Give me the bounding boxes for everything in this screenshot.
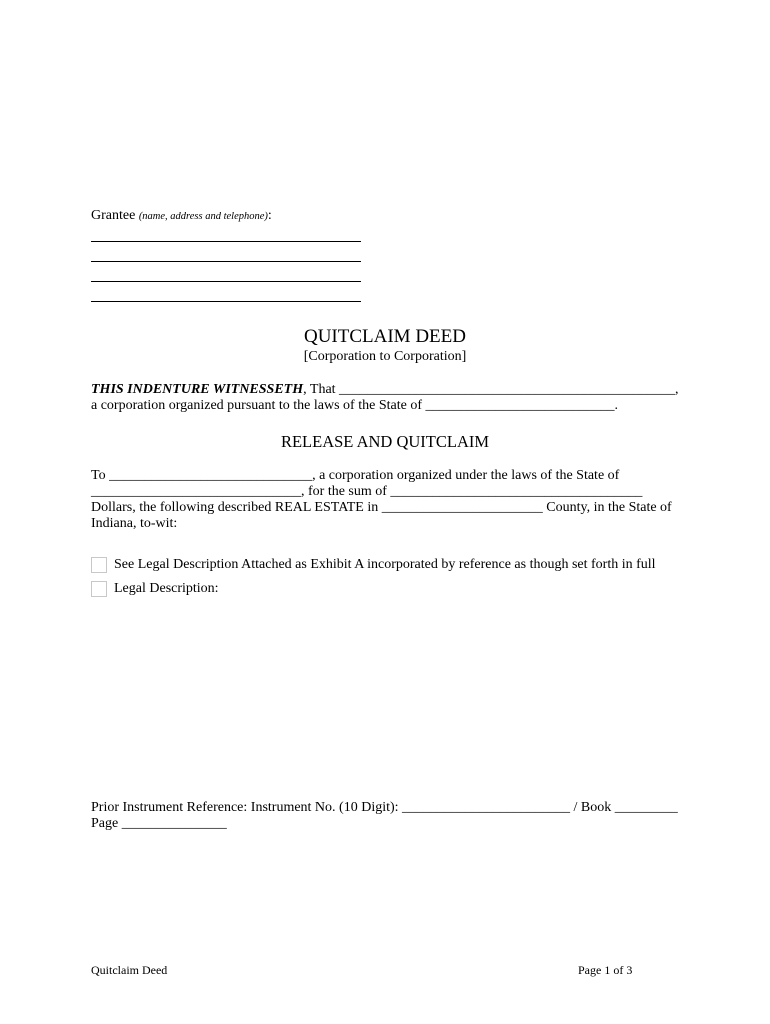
footer-page-number: Page 1 of 3 bbox=[578, 963, 633, 977]
exhibit-a-label: See Legal Description Attached as Exhibit A incorporated by reference as though set forth in full bbox=[114, 557, 656, 572]
legal-description-checkbox[interactable] bbox=[91, 581, 107, 597]
grantee-hint: (name, address and telephone) bbox=[138, 211, 268, 222]
footer-title: Quitclaim Deed bbox=[91, 963, 168, 977]
indenture-line-1 bbox=[91, 382, 679, 398]
indenture-line-2[interactable]: a corporation organized pursuant to the laws of the State of ___________________________. bbox=[91, 398, 618, 413]
grantee-label bbox=[91, 208, 272, 224]
grantee-line-2[interactable] bbox=[91, 261, 361, 262]
exhibit-a-checkbox[interactable] bbox=[91, 557, 107, 573]
grantee-line-3[interactable] bbox=[91, 281, 361, 282]
body-line-1[interactable]: To _____________________________, a corporation organized under the laws of the State of bbox=[91, 468, 620, 483]
document-subtitle: [Corporation to Corporation] bbox=[303, 349, 467, 364]
grantee-line-4[interactable] bbox=[91, 301, 361, 302]
legal-description-label: Legal Description: bbox=[114, 581, 219, 596]
section-title: RELEASE AND QUITCLAIM bbox=[280, 432, 490, 451]
body-line-3[interactable]: Dollars, the following described REAL ESTATE in _______________________ County, in the State of bbox=[91, 500, 672, 515]
document-title: QUITCLAIM DEED bbox=[303, 326, 466, 347]
body-line-4: Indiana, to-wit: bbox=[91, 516, 178, 531]
indenture-line-1-rest[interactable]: , That ________________________________________________, bbox=[303, 382, 679, 397]
grantee-colon: : bbox=[267, 208, 272, 223]
body-line-2[interactable]: ______________________________, for the sum of ____________________________________ bbox=[91, 484, 643, 499]
grantee-line-1[interactable] bbox=[91, 241, 361, 242]
prior-instrument-line-1[interactable]: Prior Instrument Reference: Instrument No. (10 Digit): ________________________ / Book _________ bbox=[91, 800, 678, 815]
indenture-lead: THIS INDENTURE WITNESSETH bbox=[91, 382, 304, 397]
grantee-label-text: Grantee bbox=[91, 208, 136, 223]
prior-instrument-line-2[interactable]: Page _______________ bbox=[91, 816, 227, 831]
